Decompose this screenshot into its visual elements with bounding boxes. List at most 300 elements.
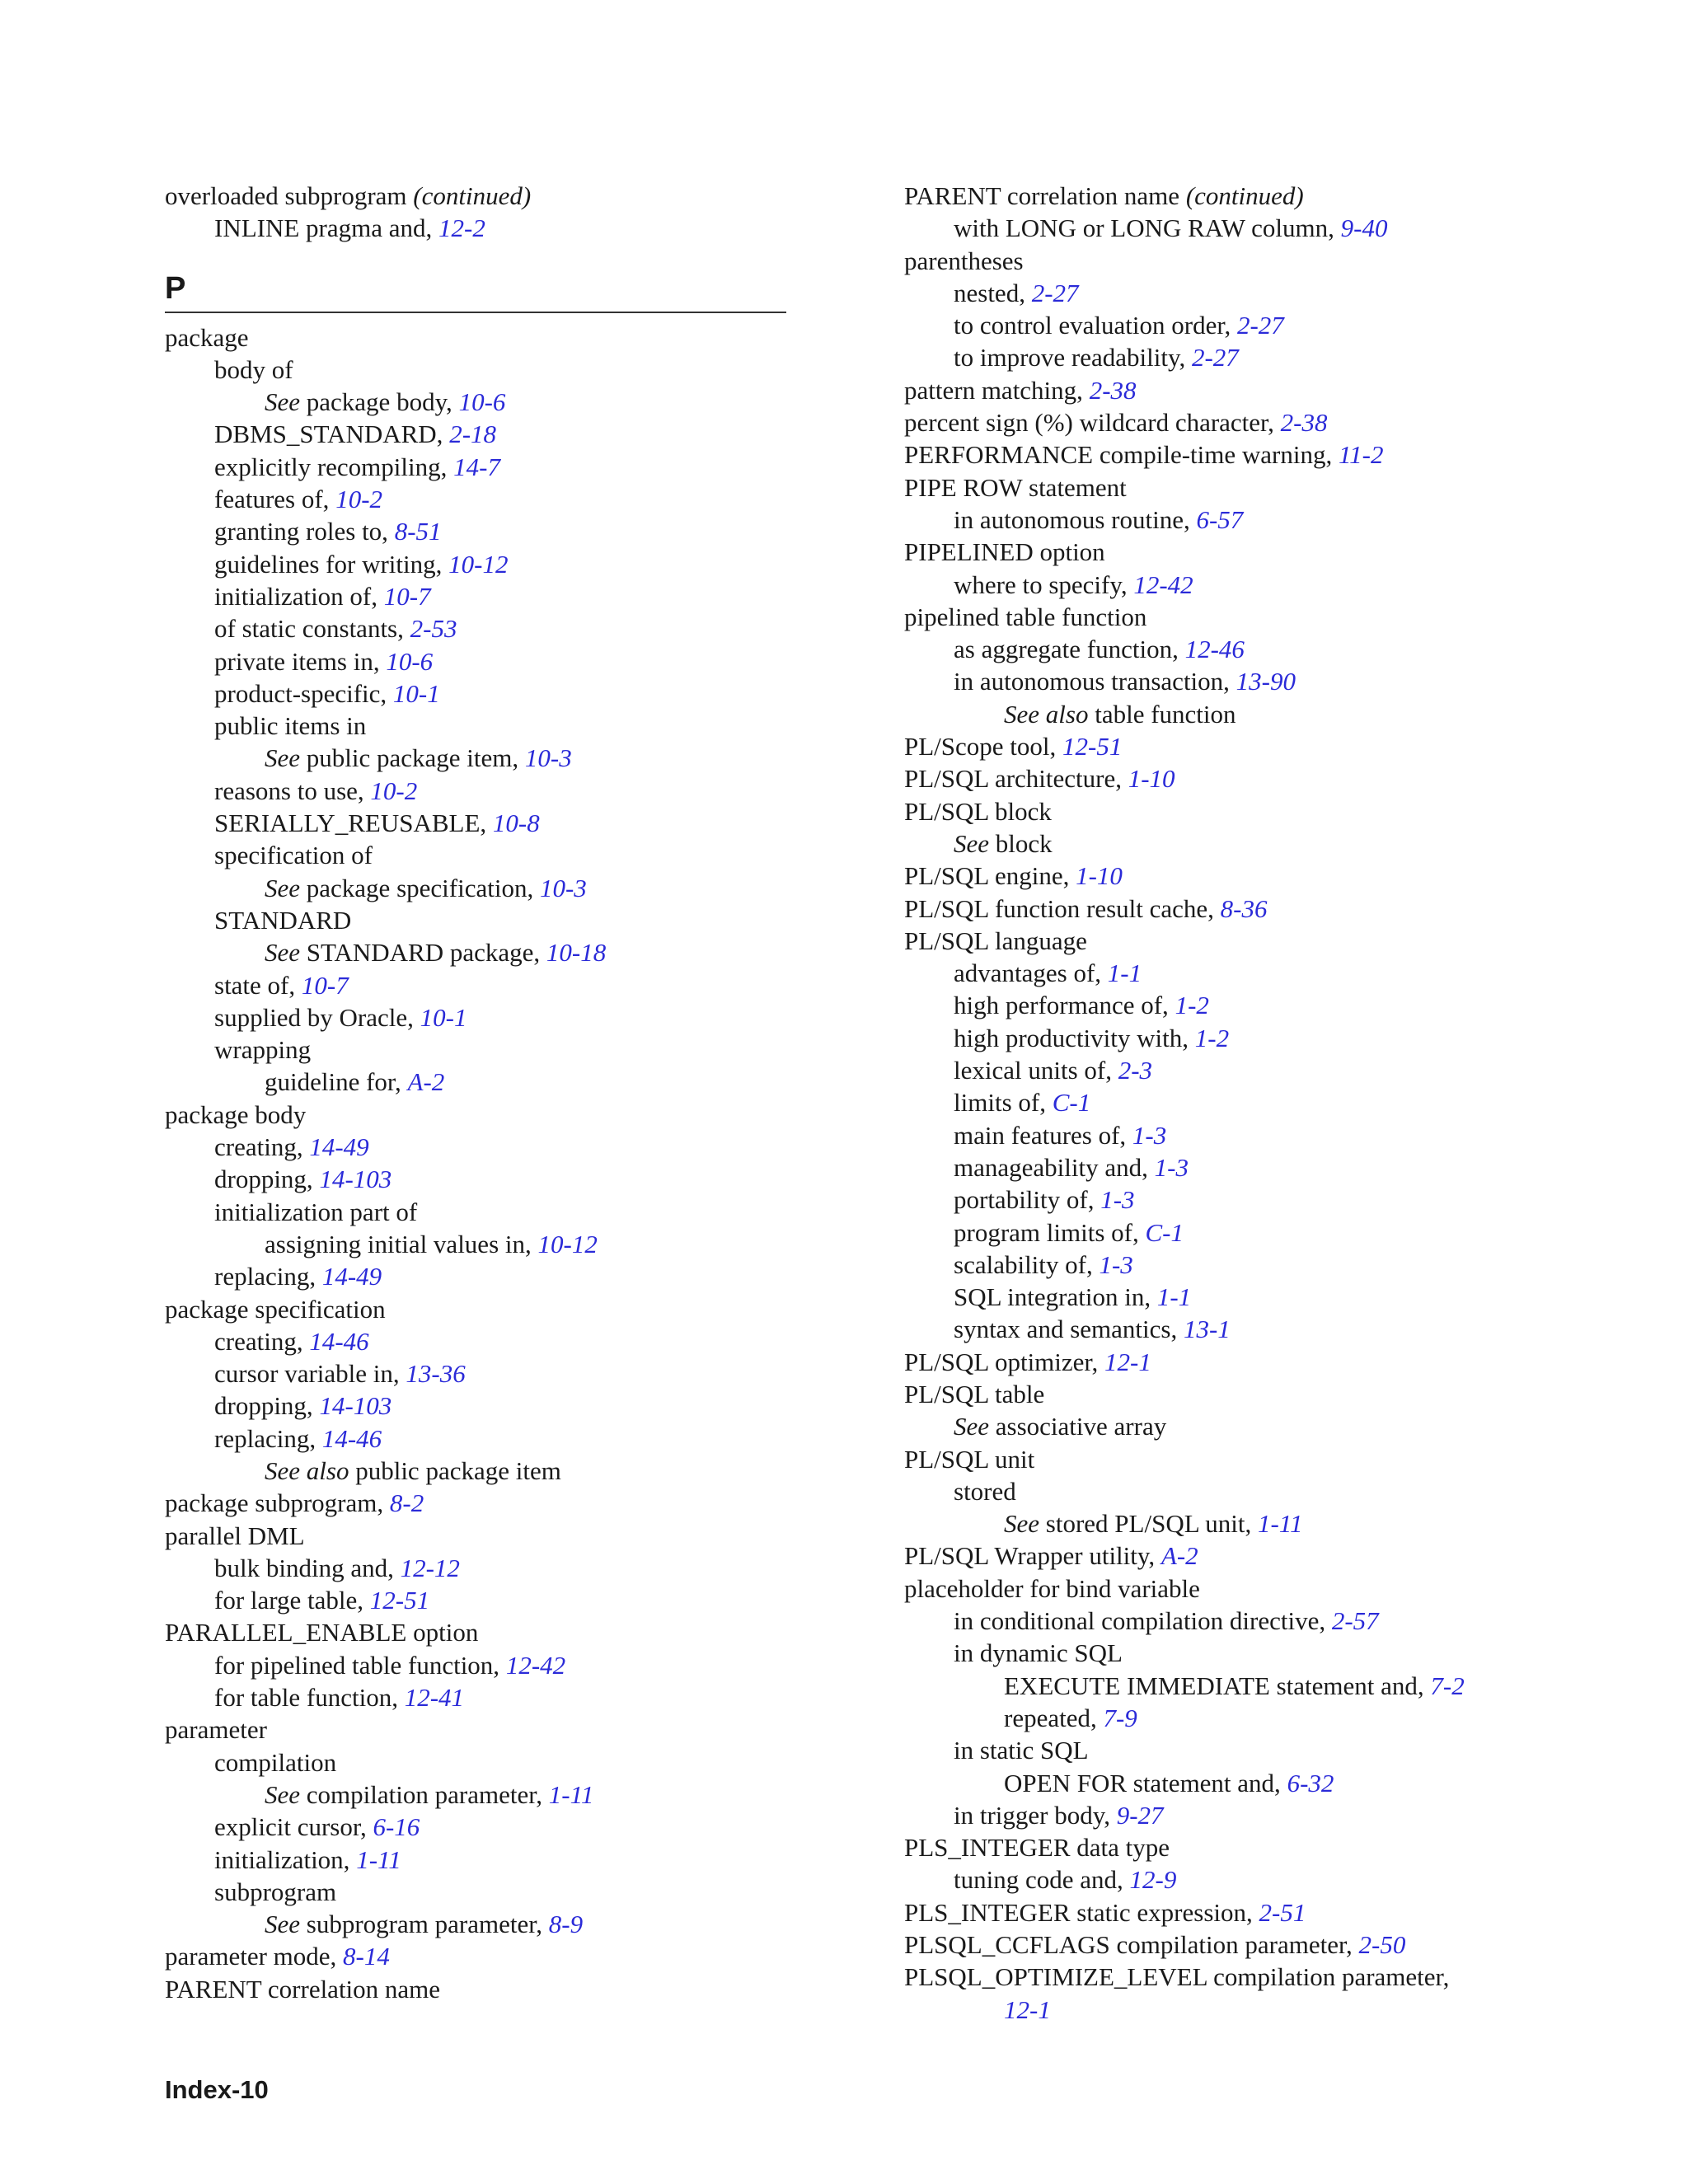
index-term: wrapping xyxy=(214,1035,312,1065)
see-reference-label: See xyxy=(954,1412,990,1441)
page-reference-link[interactable]: 2-27 xyxy=(1031,278,1079,307)
see-reference-label: See xyxy=(265,1910,301,1939)
index-term: limits of, xyxy=(954,1088,1053,1118)
page-reference-link[interactable]: 6-57 xyxy=(1196,504,1244,534)
index-term: PL/SQL function result cache, xyxy=(904,893,1221,923)
page-reference-link[interactable]: 12-51 xyxy=(369,1586,430,1615)
index-term: syntax and semantics, xyxy=(954,1315,1184,1344)
index-term: high productivity with, xyxy=(954,1023,1195,1052)
index-entry xyxy=(165,483,791,515)
index-term: PL/SQL table xyxy=(904,1379,1045,1408)
index-entry xyxy=(904,730,1613,762)
index-entry xyxy=(165,1811,791,1843)
page-reference-link[interactable]: 11-2 xyxy=(1338,440,1384,470)
page-reference-link[interactable]: 10-3 xyxy=(524,743,572,773)
index-entry xyxy=(904,1572,1613,1605)
index-term: PLSQL_OPTIMIZE_LEVEL compilation parameter, xyxy=(904,1962,1450,1992)
index-entry xyxy=(904,1054,1613,1086)
index-term: PLSQL_CCFLAGS compilation parameter, xyxy=(904,1930,1359,1960)
page-reference-link[interactable]: 1-11 xyxy=(548,1779,594,1809)
page-reference-link[interactable]: 1-10 xyxy=(1076,861,1123,891)
page-reference-link[interactable]: 10-6 xyxy=(458,387,506,417)
index-term: package xyxy=(165,322,249,352)
index-entry xyxy=(904,1475,1613,1507)
index-entry xyxy=(904,925,1613,957)
index-term: PL/SQL block xyxy=(904,796,1052,826)
index-term: granting roles to, xyxy=(214,517,395,546)
page-reference-link[interactable]: 1-3 xyxy=(1100,1185,1135,1215)
page-reference-link[interactable]: 2-38 xyxy=(1089,375,1137,405)
index-term: package body, xyxy=(300,387,459,417)
index-term: lexical units of, xyxy=(954,1056,1118,1085)
index-term: PARALLEL_ENABLE option xyxy=(165,1618,479,1647)
index-entry xyxy=(165,1681,791,1713)
page-reference-link[interactable]: 1-3 xyxy=(1154,1152,1189,1182)
index-term: in autonomous transaction, xyxy=(954,667,1236,696)
index-term: pattern matching, xyxy=(904,375,1090,405)
page-reference-link[interactable]: 10-2 xyxy=(335,485,383,514)
index-term: overloaded subprogram xyxy=(165,181,407,210)
index-entry xyxy=(904,795,1613,827)
index-entry xyxy=(165,1066,791,1098)
index-entry xyxy=(165,1455,791,1487)
index-term: PL/SQL architecture, xyxy=(904,764,1128,794)
index-entry xyxy=(165,1422,791,1455)
index-entry xyxy=(165,1033,791,1066)
page-reference-link[interactable]: 12-42 xyxy=(1133,569,1193,599)
index-term: specification of xyxy=(214,841,373,870)
index-term: stored xyxy=(954,1476,1016,1506)
page-reference-link[interactable]: 10-7 xyxy=(383,581,431,611)
index-term: package body xyxy=(165,1099,307,1129)
index-term: INLINE pragma and, xyxy=(214,213,439,243)
page-reference-link[interactable]: 12-41 xyxy=(404,1683,465,1713)
index-entry xyxy=(165,1196,791,1228)
page-reference-link[interactable]: 12-2 xyxy=(438,213,485,243)
index-entry xyxy=(904,1216,1613,1249)
index-term: in conditional compilation directive, xyxy=(954,1606,1332,1636)
index-term: parameter xyxy=(165,1715,267,1745)
index-term: parentheses xyxy=(904,246,1024,275)
index-entry xyxy=(165,1131,791,1163)
index-term: PL/SQL optimizer, xyxy=(904,1347,1105,1376)
index-entry xyxy=(165,515,791,547)
index-term: public items in xyxy=(214,711,367,741)
index-term: parallel DML xyxy=(165,1521,305,1550)
page-reference-link[interactable]: 13-90 xyxy=(1236,667,1296,696)
index-term: assigning initial values in, xyxy=(265,1229,538,1258)
index-entry xyxy=(904,309,1613,341)
index-entry xyxy=(904,1346,1613,1378)
page-reference-link[interactable]: 10-2 xyxy=(370,776,418,805)
page-reference-link[interactable]: 14-7 xyxy=(453,452,500,481)
index-entry xyxy=(904,438,1613,471)
page-reference-link[interactable]: 8-14 xyxy=(343,1942,390,1971)
index-entry xyxy=(904,1151,1613,1183)
index-term: tuning code and, xyxy=(954,1865,1130,1895)
index-entry xyxy=(904,504,1613,536)
page-reference-link[interactable]: 8-2 xyxy=(389,1488,424,1518)
index-entry xyxy=(165,1163,791,1195)
index-entry xyxy=(904,893,1613,925)
index-entry xyxy=(904,989,1613,1021)
index-entry xyxy=(904,1637,1613,1669)
index-entry xyxy=(904,1702,1613,1734)
index-term: repeated, xyxy=(1004,1703,1104,1732)
index-entry xyxy=(904,277,1613,309)
index-entry xyxy=(904,569,1613,601)
index-entry xyxy=(904,1443,1613,1475)
page-reference-link[interactable]: 10-12 xyxy=(537,1229,598,1258)
index-term: pipelined table function xyxy=(904,602,1147,631)
index-entry xyxy=(904,1540,1613,1572)
index-term: SERIALLY_REUSABLE, xyxy=(214,808,493,838)
index-entry xyxy=(165,936,791,968)
index-term: to control evaluation order, xyxy=(954,311,1237,340)
index-term: in autonomous routine, xyxy=(954,504,1197,534)
index-entry xyxy=(165,1325,791,1357)
page-reference-link[interactable]: A-2 xyxy=(407,1067,445,1097)
index-term: SQL integration in, xyxy=(954,1282,1157,1312)
index-term: PL/SQL engine, xyxy=(904,861,1076,891)
page-reference-link[interactable]: 14-49 xyxy=(309,1132,369,1162)
page-reference-link[interactable]: 9-40 xyxy=(1340,213,1388,243)
index-entry xyxy=(165,1584,791,1616)
see-reference-label: See xyxy=(265,938,301,968)
index-entry xyxy=(165,451,791,483)
index-term: guideline for, xyxy=(265,1067,408,1097)
index-term: dropping, xyxy=(214,1391,320,1421)
see-reference-label: See xyxy=(265,873,301,902)
index-entry xyxy=(904,1119,1613,1151)
page-reference-link[interactable]: 1-11 xyxy=(356,1844,401,1874)
index-entry xyxy=(165,742,791,774)
index-entry xyxy=(165,1876,791,1908)
index-entry xyxy=(165,1357,791,1390)
page-reference-link[interactable]: C-1 xyxy=(1052,1088,1091,1118)
index-term: explicitly recompiling, xyxy=(214,452,454,481)
index-entry xyxy=(904,471,1613,504)
index-term: supplied by Oracle, xyxy=(214,1002,420,1032)
index-term: subprogram xyxy=(214,1877,337,1906)
index-entry xyxy=(904,1670,1613,1702)
index-entry xyxy=(904,1896,1613,1929)
index-entry xyxy=(904,957,1613,989)
index-entry xyxy=(165,1908,791,1940)
page-reference-link[interactable]: 12-1 xyxy=(1104,1347,1151,1376)
index-entry xyxy=(904,698,1613,730)
page-reference-link[interactable]: 1-11 xyxy=(1257,1509,1303,1539)
index-entry xyxy=(165,1228,791,1260)
index-term: where to specify, xyxy=(954,569,1134,599)
index-term: in dynamic SQL xyxy=(954,1638,1123,1668)
page-reference-link[interactable]: 2-27 xyxy=(1236,311,1284,340)
page-reference-link[interactable]: 10-7 xyxy=(301,970,349,1000)
index-entry xyxy=(165,1001,791,1033)
index-entry xyxy=(165,548,791,580)
index-entry xyxy=(165,1713,791,1746)
page-reference-link[interactable]: 10-3 xyxy=(539,873,587,902)
index-entry xyxy=(165,580,791,612)
page-reference-link[interactable]: 13-36 xyxy=(406,1359,466,1389)
page-reference-link[interactable]: 10-6 xyxy=(386,646,434,676)
index-term: subprogram parameter, xyxy=(300,1910,549,1939)
index-term: public package item, xyxy=(300,743,525,773)
continued-label: (continued) xyxy=(413,181,532,210)
page-reference-link[interactable]: 14-103 xyxy=(319,1391,392,1421)
index-entry xyxy=(165,1649,791,1681)
index-entry xyxy=(904,341,1613,373)
page-reference-link[interactable]: 7-9 xyxy=(1103,1703,1137,1732)
index-term: PL/SQL language xyxy=(904,926,1087,955)
index-entry xyxy=(165,1746,791,1779)
page-reference-link[interactable]: 12-51 xyxy=(1062,732,1123,762)
page-number-footer: Index-10 xyxy=(165,2075,269,2104)
index-term: STANDARD xyxy=(214,905,352,935)
index-entry xyxy=(165,677,791,710)
page-reference-link[interactable]: 2-51 xyxy=(1259,1897,1306,1927)
page-reference-link[interactable]: 12-46 xyxy=(1184,635,1245,664)
see-reference-label: See also xyxy=(1004,699,1089,729)
page-reference-link[interactable]: 1-3 xyxy=(1132,1120,1167,1150)
index-term: percent sign (%) wildcard character, xyxy=(904,408,1281,438)
index-term: compilation xyxy=(214,1747,337,1777)
index-entry xyxy=(904,1994,1613,2026)
page-reference-link[interactable]: 10-12 xyxy=(448,549,509,579)
index-term: OPEN FOR statement and, xyxy=(1004,1768,1287,1797)
page-reference-link[interactable]: 14-103 xyxy=(319,1165,392,1194)
index-term: body of xyxy=(214,354,293,384)
index-term: features of, xyxy=(214,485,336,514)
index-entry xyxy=(165,839,791,871)
index-entry xyxy=(904,1410,1613,1442)
index-entry xyxy=(904,1086,1613,1118)
index-term: for pipelined table function, xyxy=(214,1650,506,1680)
index-term: block xyxy=(989,828,1053,858)
index-term: PARENT correlation name xyxy=(904,181,1180,210)
index-entry xyxy=(165,1552,791,1584)
page-reference-link[interactable]: 1-3 xyxy=(1099,1249,1133,1279)
index-entry xyxy=(165,807,791,839)
index-term: PL/SQL Wrapper utility, xyxy=(904,1541,1161,1571)
index-entry xyxy=(904,1605,1613,1637)
index-entry xyxy=(165,1844,791,1876)
index-term: PARENT correlation name xyxy=(165,1974,441,2004)
section-letter-heading: P xyxy=(165,271,786,313)
index-entry-list xyxy=(165,321,791,2005)
index-entry xyxy=(904,374,1613,406)
index-term: for large table, xyxy=(214,1586,370,1615)
see-reference-label: See xyxy=(265,743,301,773)
page-reference-link[interactable]: 8-9 xyxy=(548,1910,584,1939)
index-entry xyxy=(904,245,1613,277)
page-reference-link[interactable]: 1-2 xyxy=(1194,1023,1230,1052)
index-term: state of, xyxy=(214,970,302,1000)
index-entry xyxy=(165,645,791,677)
index-entry xyxy=(904,1313,1613,1345)
index-term: initialization part of xyxy=(214,1197,418,1226)
page-reference-link[interactable]: 1-2 xyxy=(1175,991,1209,1020)
index-term: public package item xyxy=(349,1455,561,1485)
index-column-left xyxy=(165,180,791,2005)
index-entry xyxy=(904,1831,1613,1863)
index-term: creating, xyxy=(214,1326,310,1356)
page-reference-link[interactable]: 8-51 xyxy=(394,517,442,546)
page-reference-link[interactable]: C-1 xyxy=(1145,1217,1184,1247)
index-term: dropping, xyxy=(214,1165,320,1194)
index-entry xyxy=(165,1390,791,1422)
page-reference-link[interactable]: A-2 xyxy=(1160,1541,1198,1571)
index-entry xyxy=(904,1799,1613,1831)
index-entry xyxy=(165,612,791,644)
index-term: parameter mode, xyxy=(165,1942,344,1971)
index-entry-list xyxy=(904,212,1613,2026)
index-term: package subprogram, xyxy=(165,1488,390,1518)
index-entry xyxy=(165,1099,791,1131)
index-entry xyxy=(165,1940,791,1972)
index-term: with LONG or LONG RAW column, xyxy=(954,213,1341,243)
see-reference-label: See also xyxy=(265,1455,349,1485)
page-reference-link[interactable]: 2-57 xyxy=(1331,1606,1379,1636)
page-reference-link[interactable]: 10-1 xyxy=(392,678,440,708)
index-entry xyxy=(904,860,1613,892)
index-entry xyxy=(165,212,791,244)
index-term: creating, xyxy=(214,1132,310,1162)
page-reference-link[interactable]: 1-10 xyxy=(1128,764,1175,794)
see-reference-label: See xyxy=(265,387,301,417)
index-term: bulk binding and, xyxy=(214,1553,401,1582)
index-entry xyxy=(904,1378,1613,1410)
index-term: product-specific, xyxy=(214,678,393,708)
index-entry xyxy=(904,1507,1613,1540)
continued-heading xyxy=(904,180,1613,212)
page-reference-link[interactable]: 14-46 xyxy=(321,1423,382,1453)
index-term: initialization, xyxy=(214,1844,357,1874)
continued-heading xyxy=(165,180,791,212)
page-reference-link[interactable]: 12-9 xyxy=(1129,1865,1177,1895)
page-reference-link[interactable]: 13-1 xyxy=(1183,1315,1231,1344)
page-reference-link[interactable]: 2-53 xyxy=(410,614,457,644)
index-term: program limits of, xyxy=(954,1217,1146,1247)
page-reference-link[interactable]: 2-38 xyxy=(1280,408,1328,438)
index-entry xyxy=(165,354,791,386)
page-reference-link[interactable]: 2-27 xyxy=(1191,343,1239,373)
index-entry xyxy=(904,827,1613,860)
see-reference-label: See xyxy=(954,828,990,858)
index-entry xyxy=(165,386,791,418)
index-entry xyxy=(165,872,791,904)
index-term: compilation parameter, xyxy=(300,1779,549,1809)
index-term: PL/SQL unit xyxy=(904,1444,1035,1474)
index-entry xyxy=(904,665,1613,697)
page-reference-link[interactable]: 1-1 xyxy=(1107,958,1142,988)
index-term: in static SQL xyxy=(954,1736,1089,1765)
index-term: portability of, xyxy=(954,1185,1101,1215)
page-reference-link[interactable]: 14-46 xyxy=(309,1326,369,1356)
index-term: DBMS_STANDARD, xyxy=(214,419,450,449)
index-term: PIPELINED option xyxy=(904,537,1105,567)
index-term: cursor variable in, xyxy=(214,1359,406,1389)
index-entry xyxy=(904,633,1613,665)
index-term: manageability and, xyxy=(954,1152,1155,1182)
index-term: replacing, xyxy=(214,1423,322,1453)
page-reference-link[interactable]: 12-42 xyxy=(505,1650,566,1680)
index-entry xyxy=(165,1520,791,1552)
index-term: to improve readability, xyxy=(954,343,1192,373)
index-term: associative array xyxy=(989,1412,1167,1441)
page-reference-link[interactable]: 10-18 xyxy=(546,938,607,968)
index-entry xyxy=(904,1734,1613,1766)
index-term: of static constants, xyxy=(214,614,410,644)
index-term: PERFORMANCE compile-time warning, xyxy=(904,440,1339,470)
index-term: PIPE ROW statement xyxy=(904,472,1127,502)
page-reference-link[interactable]: 8-36 xyxy=(1220,893,1268,923)
page-reference-link[interactable]: 9-27 xyxy=(1116,1800,1164,1830)
page-reference-link[interactable]: 2-3 xyxy=(1118,1056,1153,1085)
index-term: reasons to use, xyxy=(214,776,371,805)
page-reference-link[interactable]: 2-18 xyxy=(449,419,497,449)
page-reference-link[interactable]: 1-1 xyxy=(1156,1282,1192,1312)
page-reference-link[interactable]: 10-1 xyxy=(420,1002,467,1032)
index-entry xyxy=(904,536,1613,568)
index-term: scalability of, xyxy=(954,1249,1100,1279)
page-reference-link[interactable]: 12-1 xyxy=(1004,1994,1051,2024)
index-term: in trigger body, xyxy=(954,1800,1117,1830)
index-term: stored PL/SQL unit, xyxy=(1039,1509,1258,1539)
index-entry xyxy=(165,1616,791,1648)
page-reference-link[interactable]: 6-32 xyxy=(1287,1768,1334,1797)
index-entry xyxy=(165,969,791,1001)
index-term: for table function, xyxy=(214,1683,405,1713)
index-entry xyxy=(165,1779,791,1811)
continued-label: (continued) xyxy=(1185,181,1304,210)
index-entry xyxy=(165,321,791,354)
page-reference-link[interactable]: 12-12 xyxy=(400,1553,460,1582)
index-term: EXECUTE IMMEDIATE statement and, xyxy=(1004,1671,1431,1700)
index-entry xyxy=(165,710,791,742)
index-term: nested, xyxy=(954,278,1032,307)
index-column-right xyxy=(904,180,1613,2026)
index-entry xyxy=(165,904,791,936)
page-reference-link[interactable]: 6-16 xyxy=(373,1812,420,1842)
index-entry xyxy=(904,601,1613,633)
index-term: main features of, xyxy=(954,1120,1132,1150)
index-term: package specification, xyxy=(300,873,540,902)
page-reference-link[interactable]: 7-2 xyxy=(1430,1671,1465,1700)
index-entry xyxy=(904,212,1613,244)
index-entry xyxy=(165,1487,791,1519)
index-entry xyxy=(904,1767,1613,1799)
index-term: advantages of, xyxy=(954,958,1108,988)
index-term: STANDARD package, xyxy=(300,938,546,968)
index-term: high performance of, xyxy=(954,991,1175,1020)
index-entry xyxy=(165,775,791,807)
index-entry xyxy=(904,1863,1613,1896)
page-reference-link[interactable]: 10-8 xyxy=(492,808,540,838)
index-term: package specification xyxy=(165,1294,386,1324)
index-term: table function xyxy=(1088,699,1236,729)
index-term: placeholder for bind variable xyxy=(904,1573,1200,1603)
index-entry xyxy=(165,1260,791,1292)
see-reference-label: See xyxy=(1004,1509,1040,1539)
index-entry xyxy=(904,1183,1613,1216)
page-reference-link[interactable]: 2-50 xyxy=(1358,1930,1406,1960)
index-entry xyxy=(904,1929,1613,1961)
index-entry xyxy=(165,1973,791,2005)
index-term: initialization of, xyxy=(214,581,384,611)
index-term: replacing, xyxy=(214,1262,322,1291)
page-reference-link[interactable]: 14-49 xyxy=(321,1262,382,1291)
